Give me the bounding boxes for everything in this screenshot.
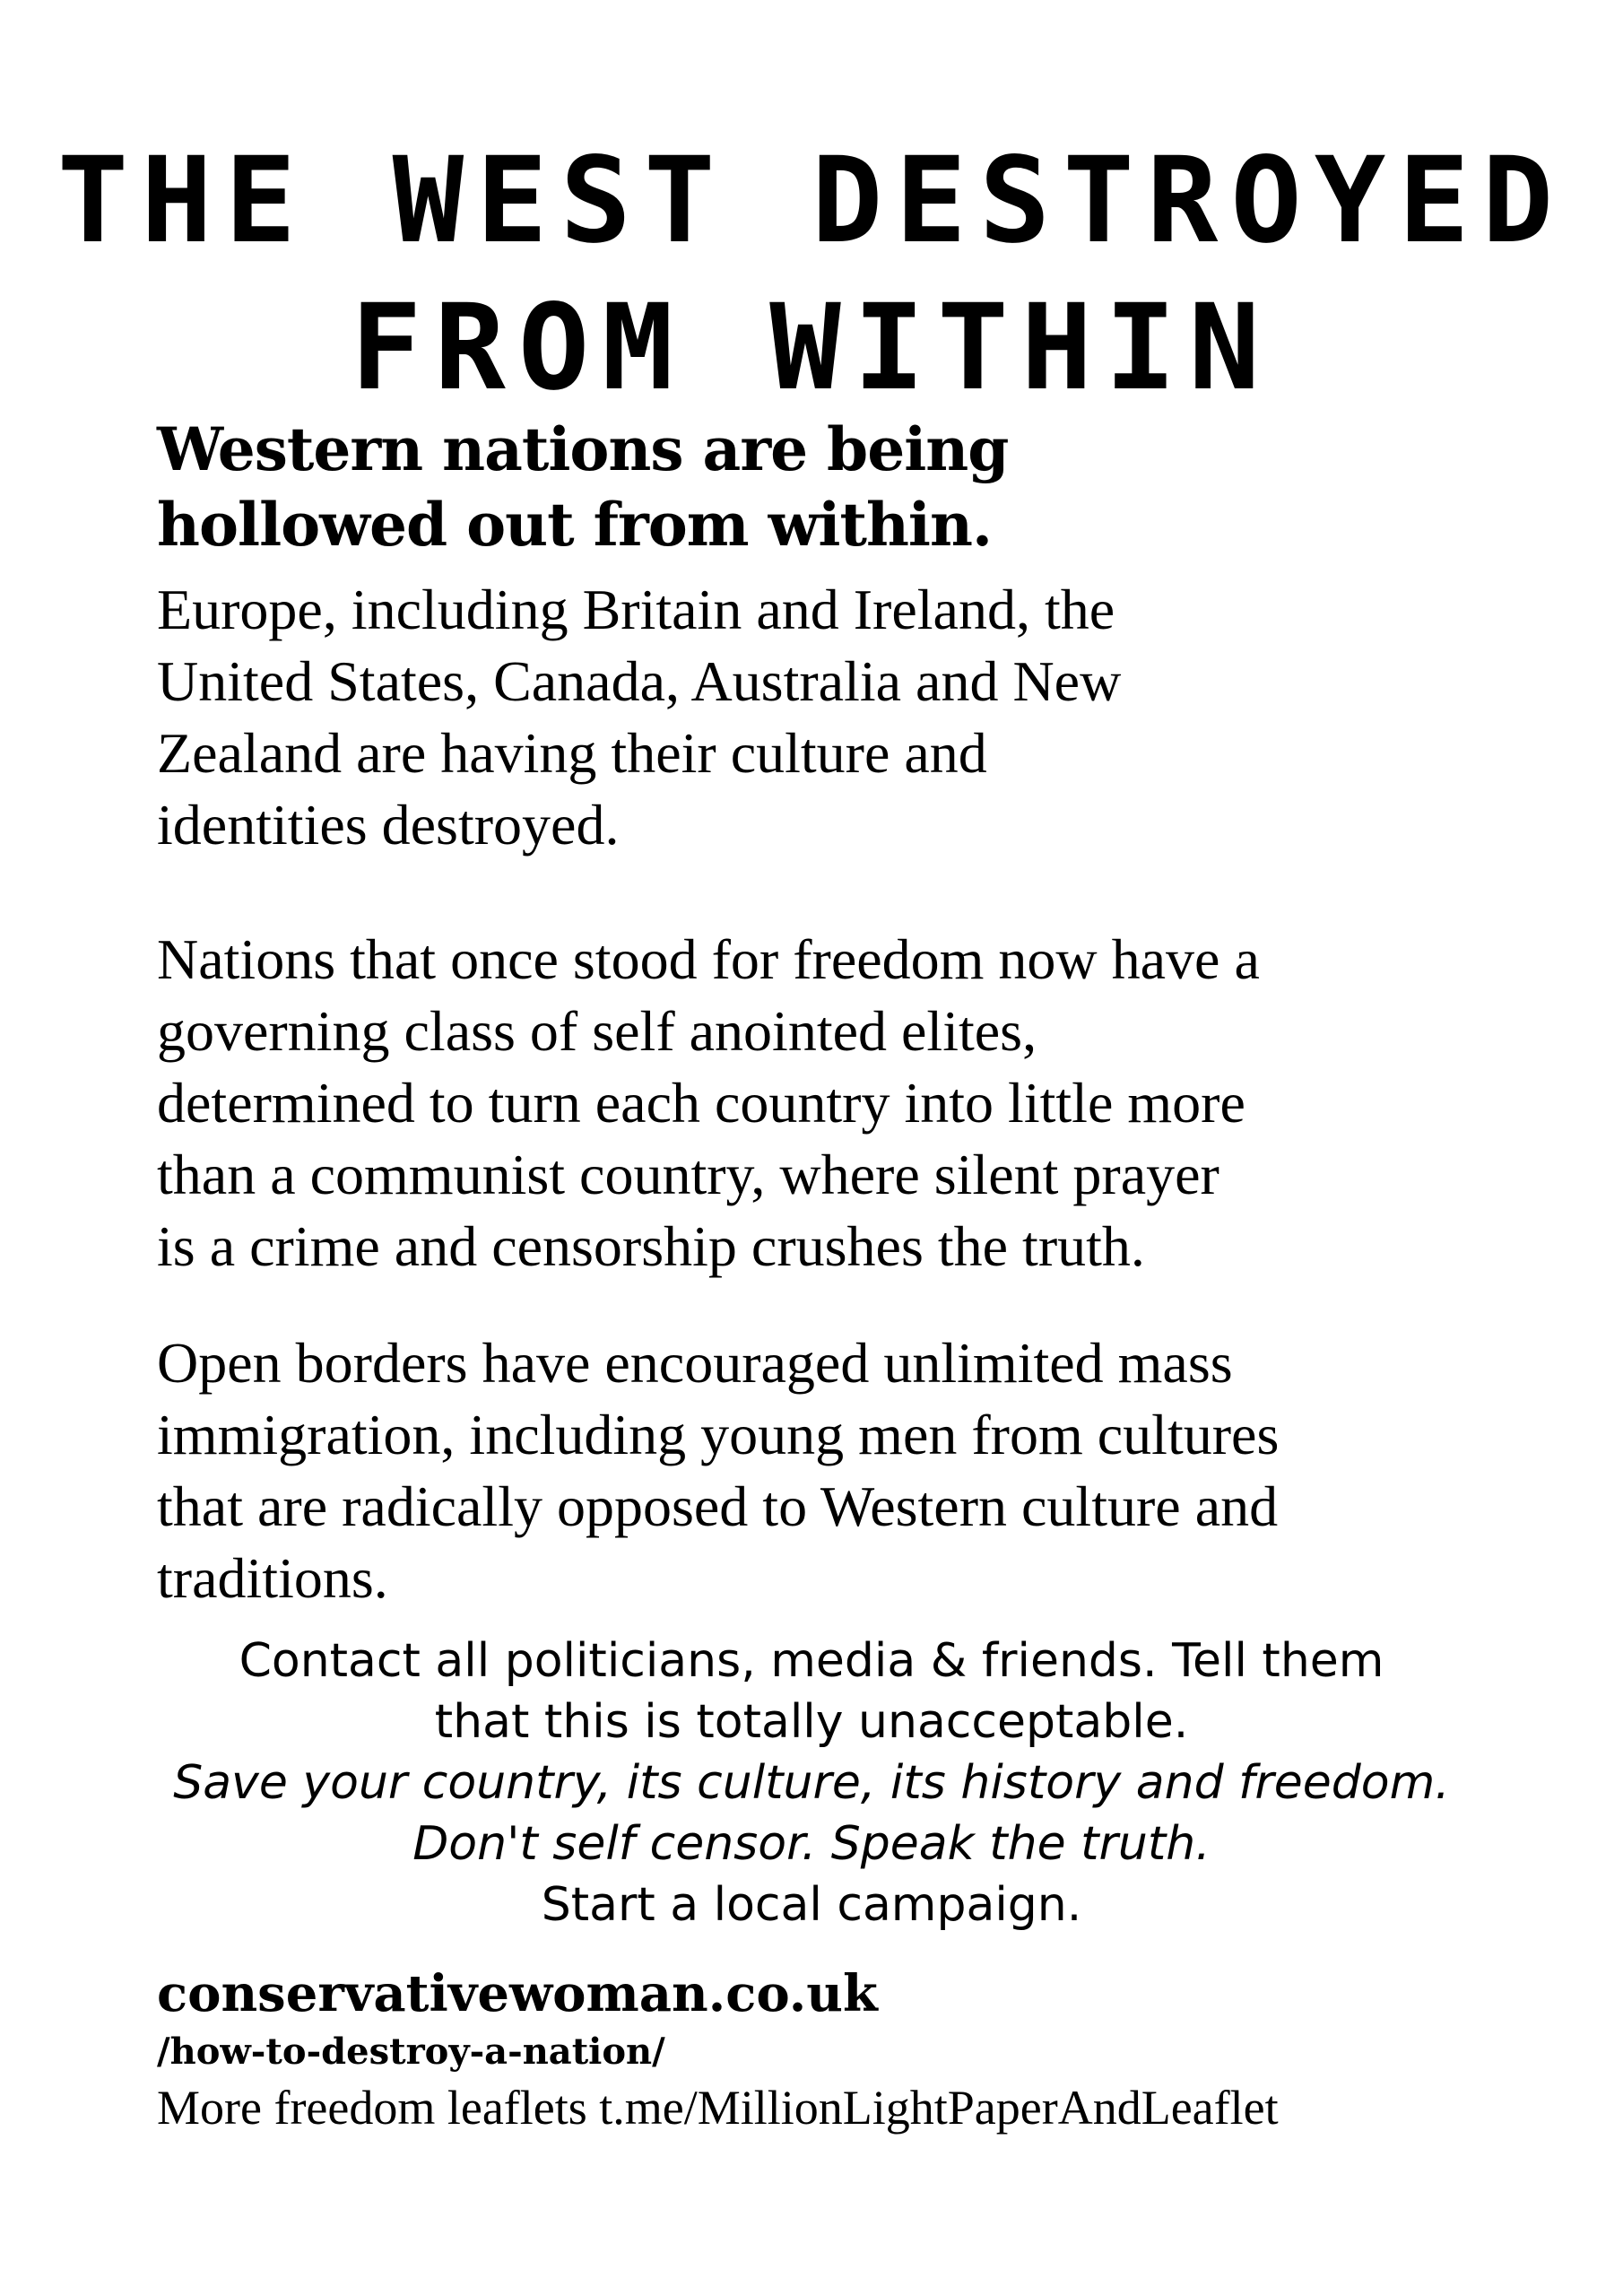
paragraph-2: [157, 924, 1511, 1283]
cta-line-5: Start a local campaign.: [541, 1878, 1082, 1932]
cta-line-1: Contact all politicians, media & friends. Tell them: [239, 1634, 1384, 1688]
subheading-line-1: Western nations are being: [157, 414, 1009, 484]
cta-line-3: Save your country, its culture, its history and freedom.: [173, 1756, 1450, 1810]
paragraph-1: [157, 574, 1511, 861]
title-line-1: THE WEST DESTROYED: [56, 132, 1567, 270]
paragraph-line: Nations that once stood for freedom now have a: [157, 927, 1260, 991]
paragraph-line: governing class of self anointed elites,: [157, 999, 1037, 1063]
more-leaflets-text: More freedom leaflets t.me/MillionLightPaperAndLeaflet: [157, 2081, 1279, 2135]
title-line-2: FROM WITHIN: [350, 279, 1273, 417]
paragraph-line: Europe, including Britain and Ireland, the: [157, 578, 1115, 641]
paragraph-line: determined to turn each country into little more: [157, 1071, 1245, 1135]
cta-line-2: that this is totally unacceptable.: [434, 1695, 1189, 1749]
paragraph-line: is a crime and censorship crushes the truth.: [157, 1214, 1145, 1278]
call-to-action: [0, 1631, 1623, 1935]
website-path: /how-to-destroy-a-nation/: [157, 2031, 665, 2073]
paragraph-line: than a communist country, where silent prayer: [157, 1143, 1219, 1206]
cta-line-4: Don't self censor. Speak the truth.: [412, 1817, 1211, 1871]
website-url: conservativewoman.co.uk: [157, 1964, 878, 2023]
paragraph-line: Open borders have encouraged unlimited mass: [157, 1331, 1233, 1395]
paragraph-line: traditions.: [157, 1546, 388, 1610]
subheading-line-2: hollowed out from within.: [157, 490, 992, 560]
paragraph-line: that are radically opposed to Western culture and: [157, 1474, 1279, 1538]
paragraph-line: Zealand are having their culture and: [157, 721, 987, 785]
paragraph-line: identities destroyed.: [157, 793, 620, 857]
paragraph-line: United States, Canada, Australia and New: [157, 649, 1122, 713]
paragraph-line: immigration, including young men from cultures: [157, 1403, 1280, 1466]
paragraph-3: [157, 1327, 1511, 1614]
